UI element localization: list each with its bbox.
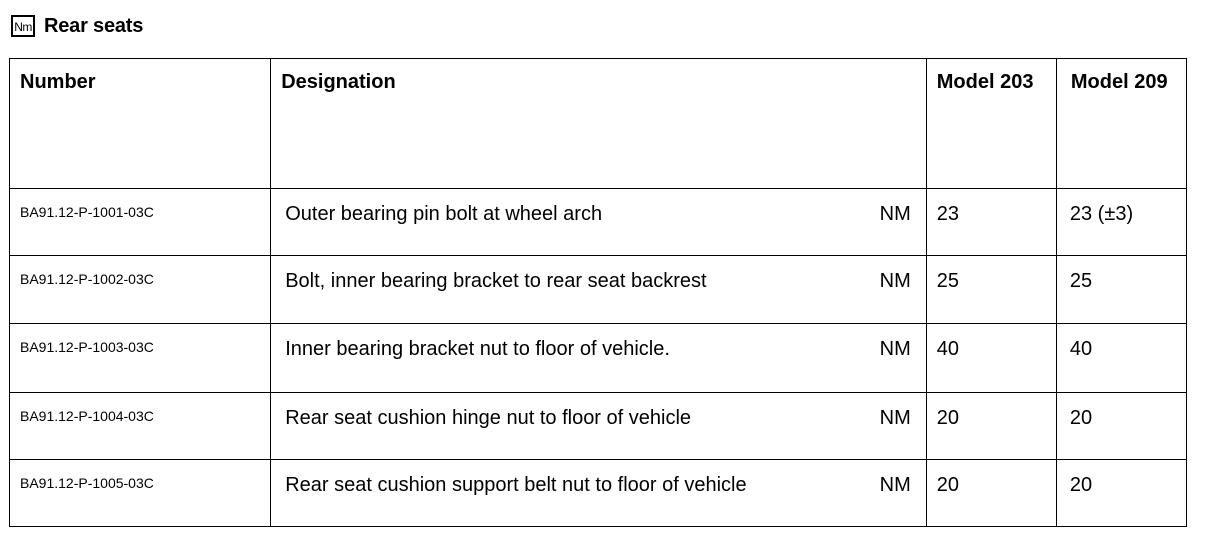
header-model-203: Model 203 xyxy=(926,59,1056,189)
unit-label: NM xyxy=(879,270,911,292)
designation-text: Outer bearing pin bolt at wheel arch xyxy=(285,203,603,225)
cell-model-209: 25 xyxy=(1056,256,1186,324)
designation-text: Rear seat cushion hinge nut to floor of vehicle xyxy=(285,407,692,429)
header-designation: Designation xyxy=(271,59,927,189)
cell-designation xyxy=(271,189,927,256)
header-number: Number xyxy=(10,59,271,189)
cell-number: BA91.12-P-1002-03C xyxy=(10,256,271,324)
unit-label: NM xyxy=(879,474,911,496)
cell-number: BA91.12-P-1003-03C xyxy=(10,324,271,393)
cell-model-209: 20 xyxy=(1056,393,1186,460)
cell-model-203: 25 xyxy=(926,256,1056,324)
header-model-209: Model 209 xyxy=(1056,59,1186,189)
cell-model-203: 40 xyxy=(926,324,1056,393)
cell-model-209: 23 (±3) xyxy=(1056,189,1186,256)
cell-designation xyxy=(271,460,927,527)
cell-number: BA91.12-P-1005-03C xyxy=(10,460,271,527)
table-row xyxy=(10,460,1187,527)
table-row xyxy=(10,189,1187,256)
cell-model-209: 20 xyxy=(1056,460,1186,527)
cell-model-209: 40 xyxy=(1056,324,1186,393)
table-header-row xyxy=(10,59,1187,189)
cell-model-203: 23 xyxy=(926,189,1056,256)
section-title: Rear seats xyxy=(44,14,144,37)
designation-text: Rear seat cushion support belt nut to floor of vehicle xyxy=(285,474,747,496)
designation-text: Bolt, inner bearing bracket to rear seat backrest xyxy=(285,270,707,292)
cell-number: BA91.12-P-1001-03C xyxy=(10,189,271,256)
section-header xyxy=(11,13,143,39)
table-row xyxy=(10,256,1187,324)
unit-label: NM xyxy=(879,407,911,429)
unit-label: NM xyxy=(879,203,911,225)
newton-meter-icon: Nm xyxy=(11,15,35,37)
cell-designation xyxy=(271,256,927,324)
cell-model-203: 20 xyxy=(926,460,1056,527)
cell-designation xyxy=(271,393,927,460)
cell-designation xyxy=(271,324,927,393)
unit-label: NM xyxy=(879,338,911,360)
cell-number: BA91.12-P-1004-03C xyxy=(10,393,271,460)
designation-text: Inner bearing bracket nut to floor of vehicle. xyxy=(285,338,670,360)
table-row xyxy=(10,324,1187,393)
torque-spec-table xyxy=(9,58,1187,527)
cell-model-203: 20 xyxy=(926,393,1056,460)
table-row xyxy=(10,393,1187,460)
